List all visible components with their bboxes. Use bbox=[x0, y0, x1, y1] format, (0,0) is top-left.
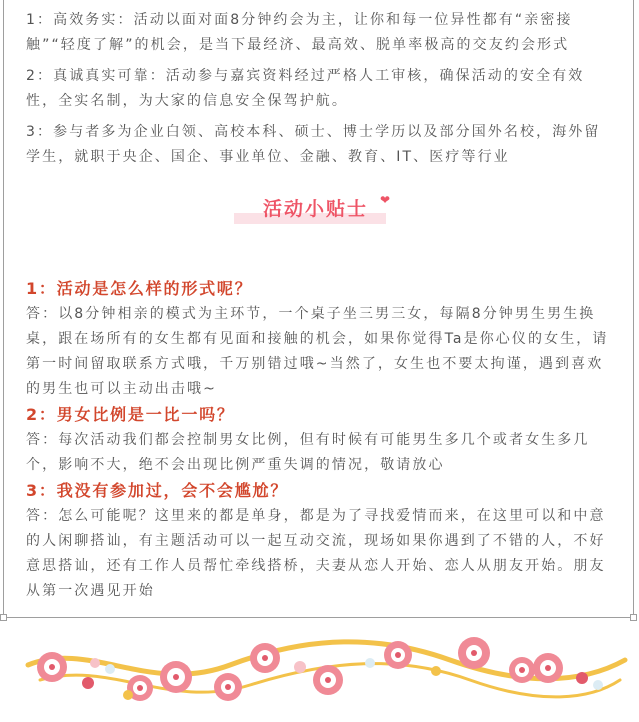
section-title-block bbox=[0, 191, 631, 241]
frame-corner-right bbox=[630, 614, 637, 621]
sakura-flower-icon bbox=[160, 661, 192, 693]
section-title: 活动小贴士 bbox=[262, 198, 368, 220]
sakura-flower-icon bbox=[533, 653, 563, 683]
sakura-branch-decoration bbox=[0, 625, 639, 722]
sakura-bud bbox=[294, 661, 306, 673]
sakura-bud bbox=[82, 677, 94, 689]
sakura-flower-icon bbox=[214, 673, 242, 701]
sakura-bud bbox=[593, 680, 603, 690]
sakura-bud bbox=[123, 690, 133, 700]
faq-answer-1: 答：以8分钟相亲的模式为主环节，一个桌子坐三男三女，每隔8分钟男生男生换桌，跟在场所有的女生都有见面和接触的机会，如果你觉得Ta是你心仪的女生，请第一时间留取联系方式哦，千万别错过哦~当然了，女生也不要太拘谨，遇到喜欢的男生也可以主动出击哦~ bbox=[26, 306, 609, 397]
faq-question-3: 3：我没有参加过，会不会尴尬？ bbox=[26, 481, 289, 500]
faq-answer-2: 答：每次活动我们都会控制男女比例，但有时候有可能男生多几个或者女生多几个，影响不大，绝不会出现比例严重失调的情况，敬请放心 bbox=[26, 432, 590, 473]
faq-section bbox=[26, 276, 616, 604]
intro-section bbox=[26, 8, 616, 176]
sakura-flower-icon bbox=[313, 665, 343, 695]
sakura-flower-icon bbox=[250, 643, 280, 673]
intro-point-1: 1：高效务实：活动以面对面8分钟约会为主，让你和每一位异性都有“亲密接触”“轻度了解”的机会，是当下最经济、最高效、脱单率极高的交友约会形式 bbox=[26, 12, 573, 53]
faq-question-1: 1：活动是怎么样的形式呢？ bbox=[26, 279, 253, 298]
sakura-bud bbox=[365, 658, 375, 668]
sakura-flower-icon bbox=[458, 637, 490, 669]
frame-corner-left bbox=[0, 614, 7, 621]
intro-point-3: 3：参与者多为企业白领、高校本科、硕士、博士学历以及部分国外名校，海外留学生，就职于央企、国企、事业单位、金融、教育、IT、医疗等行业 bbox=[26, 124, 601, 165]
sakura-flower-icon bbox=[384, 641, 412, 669]
sakura-flower-icon bbox=[509, 657, 535, 683]
heart-icon: ❤ bbox=[380, 193, 391, 207]
sakura-bud bbox=[431, 666, 441, 676]
sakura-bud bbox=[90, 658, 100, 668]
sakura-bud bbox=[105, 664, 115, 674]
faq-answer-3: 答：怎么可能呢？这里来的都是单身，都是为了寻找爱情而来，在这里可以和中意的人闲聊搭讪，有主题活动可以一起互动交流，现场如果你遇到了不错的人，不好意思搭讪，还有工作人员帮忙牵线搭桥，夫妻从恋人开始、恋人从朋友开始。朋友从第一次遇见开始 bbox=[26, 508, 606, 599]
faq-question-2: 2：男女比例是一比一吗？ bbox=[26, 405, 235, 424]
sakura-flower-icon bbox=[37, 652, 67, 682]
sakura-bud bbox=[576, 672, 588, 684]
intro-point-2: 2：真诚真实可靠：活动参与嘉宾资料经过严格人工审核，确保活动的安全有效性，全实名制，为大家的信息安全保驾护航。 bbox=[26, 68, 585, 109]
